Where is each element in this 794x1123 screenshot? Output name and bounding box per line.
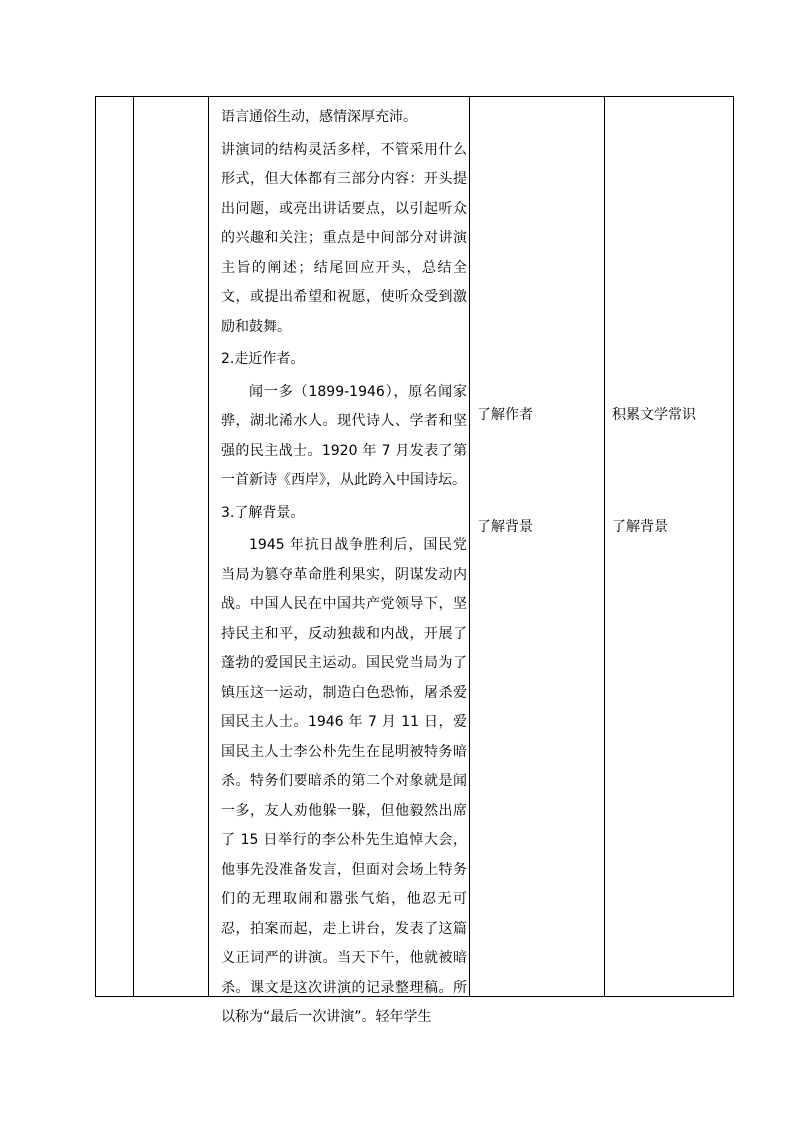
student-activity-background: 了解背景	[477, 519, 533, 535]
paragraph-language: 语言通俗生动，感情深厚充沛。	[221, 109, 417, 125]
teacher-activity-cell	[215, 97, 473, 1025]
heading-background: 3.了解背景。	[221, 504, 305, 521]
column-divider-1	[133, 97, 134, 996]
paragraph-background: 1945 年抗日战争胜利后，国民党当局为篡夺革命胜利果实，阴谋发动内战。中国人民在中国共产党领导下，坚持民主和平，反动独裁和内战，开展了蓬勃的爱国民主运动。国民党当局为了镇压这一运动，制造白色恐怖，屠杀爱国民主人士。1946 年 7 月 11 日，爱国民主人士李公朴先生在昆明被特务暗杀。特务们要暗杀的第二个对象就是闻一多，友人劝他躲一躲，但他毅然出席了 15 日举行的李公朴先生追悼大会，他事先没准备发言，但面对会场上特务们的无理取闹和嚣张气焰，他忍无可忍，拍案而起，走上讲台，发表了这篇义正词严的讲演。当天下午，他就被暗杀。课文是这次讲演的记录整理稿。所以称为“最后一次讲演”。轻年学生	[221, 537, 467, 1025]
design-intent-background: 了解背景	[612, 519, 668, 535]
student-activity-author: 了解作者	[477, 407, 533, 423]
design-intent-literature: 积累文学常识	[612, 407, 696, 423]
paragraph-structure: 讲演词的结构灵活多样，不管采用什么形式，但大体都有三部分内容：开头提出问题，或亮出讲话要点，以引起听众的兴趣和关注；重点是中间部分对讲演主旨的阐述；结尾回应开头，总结全文，或提出希望和祝愿，使听众受到激励和鼓舞。	[221, 141, 467, 335]
heading-know-author: 2.走近作者。	[221, 351, 305, 367]
paragraph-author-bio: 闻一多（1899-1946），原名闻家骅，湖北浠水人。现代诗人、学者和坚强的民主战士。1920 年 7 月发表了第一首新诗《西岸》，从此跨入中国诗坛。	[221, 383, 467, 488]
column-divider-4	[604, 97, 605, 996]
lesson-table	[95, 96, 734, 1025]
column-divider-2	[208, 97, 209, 996]
